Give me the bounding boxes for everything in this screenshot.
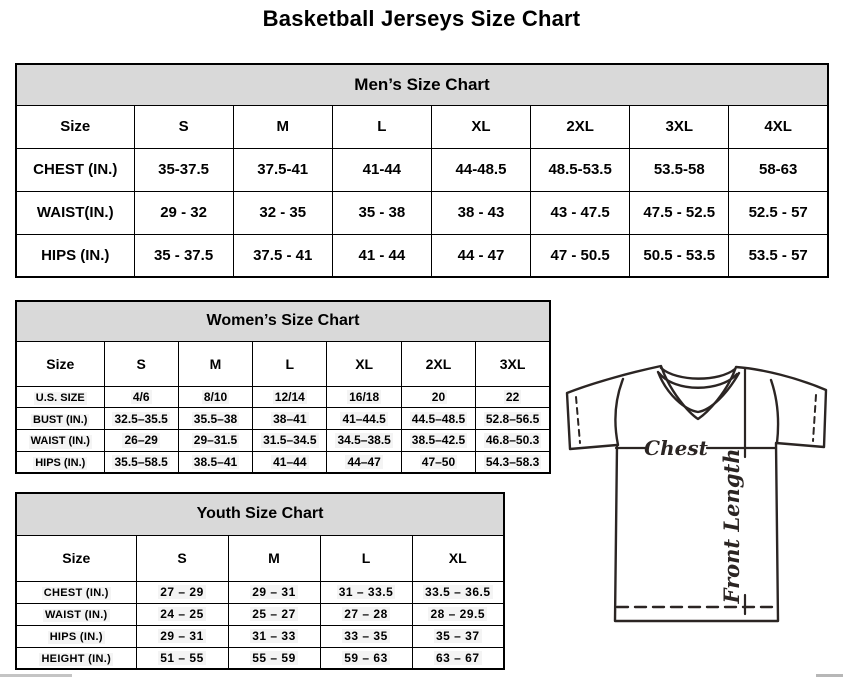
column-header: M (233, 105, 332, 148)
left-sleeve-dashed-line (576, 397, 580, 443)
table-row (16, 647, 504, 669)
horizontal-scrollbar-fragment-right[interactable] (816, 674, 843, 677)
column-header: L (320, 535, 412, 581)
column-header: XL (327, 341, 401, 386)
size-value-cell: 12/14 (253, 386, 327, 408)
table-row (16, 148, 828, 191)
size-value-cell: 32 - 35 (233, 191, 332, 234)
size-value-cell: 44-48.5 (431, 148, 530, 191)
column-header: Size (16, 105, 134, 148)
chest-label: Chest (644, 436, 708, 460)
size-value-cell: 35.5–58.5 (104, 451, 178, 473)
size-value-cell: 47.5 - 52.5 (630, 191, 729, 234)
youth-size-chart-table (15, 492, 505, 670)
row-label: WAIST(IN.) (16, 191, 134, 234)
size-value-cell: 63 – 67 (412, 647, 504, 669)
table-title: Youth Size Chart (16, 493, 504, 535)
size-value-cell: 43 - 47.5 (531, 191, 630, 234)
row-label: HEIGHT (IN.) (16, 647, 136, 669)
size-value-cell: 47–50 (401, 451, 475, 473)
size-value-cell: 44.5–48.5 (401, 408, 475, 430)
size-value-cell: 20 (401, 386, 475, 408)
size-value-cell: 37.5 - 41 (233, 234, 332, 277)
size-value-cell: 27 – 28 (320, 603, 412, 625)
size-value-cell: 25 – 27 (228, 603, 320, 625)
size-value-cell: 51 – 55 (136, 647, 228, 669)
table-row (16, 408, 550, 430)
row-label: HIPS (IN.) (16, 451, 104, 473)
size-value-cell: 24 – 25 (136, 603, 228, 625)
front-length-label: Front Length (719, 448, 744, 604)
table-row (16, 430, 550, 452)
womens-size-chart-table (15, 300, 551, 474)
size-value-cell: 38–41 (253, 408, 327, 430)
size-value-cell: 41–44 (253, 451, 327, 473)
right-sleeve-dashed-line (813, 395, 816, 441)
table-title: Women’s Size Chart (16, 301, 550, 341)
size-value-cell: 31 – 33.5 (320, 581, 412, 603)
collar-back-arc-1 (661, 368, 735, 379)
size-value-cell: 33 – 35 (320, 625, 412, 647)
column-header: 4XL (729, 105, 828, 148)
table-title: Men’s Size Chart (16, 64, 828, 105)
size-value-cell: 29–31.5 (178, 430, 252, 452)
column-header: 3XL (476, 341, 550, 386)
row-label: CHEST (IN.) (16, 148, 134, 191)
size-value-cell: 8/10 (178, 386, 252, 408)
column-header: S (104, 341, 178, 386)
size-value-cell: 52.8–56.5 (476, 408, 550, 430)
size-value-cell: 33.5 – 36.5 (412, 581, 504, 603)
size-value-cell: 35 - 38 (332, 191, 431, 234)
column-header: Size (16, 341, 104, 386)
table-row (16, 386, 550, 408)
size-value-cell: 48.5-53.5 (531, 148, 630, 191)
column-header: S (136, 535, 228, 581)
size-value-cell: 38.5–42.5 (401, 430, 475, 452)
size-value-cell: 50.5 - 53.5 (630, 234, 729, 277)
size-value-cell: 32.5–35.5 (104, 408, 178, 430)
column-header-row (16, 535, 504, 581)
column-header: M (178, 341, 252, 386)
column-header: L (253, 341, 327, 386)
jersey-measurement-diagram (555, 355, 843, 645)
size-value-cell: 41–44.5 (327, 408, 401, 430)
size-value-cell: 47 - 50.5 (531, 234, 630, 277)
row-label: WAIST (IN.) (16, 603, 136, 625)
column-header: XL (431, 105, 530, 148)
size-value-cell: 55 – 59 (228, 647, 320, 669)
table-row (16, 234, 828, 277)
right-armhole-seam (771, 380, 778, 443)
size-value-cell: 31 – 33 (228, 625, 320, 647)
size-value-cell: 4/6 (104, 386, 178, 408)
size-value-cell: 53.5-58 (630, 148, 729, 191)
size-value-cell: 44–47 (327, 451, 401, 473)
row-label: CHEST (IN.) (16, 581, 136, 603)
size-value-cell: 28 – 29.5 (412, 603, 504, 625)
row-label: HIPS (IN.) (16, 625, 136, 647)
column-header-row (16, 341, 550, 386)
size-value-cell: 38 - 43 (431, 191, 530, 234)
size-value-cell: 52.5 - 57 (729, 191, 828, 234)
size-value-cell: 53.5 - 57 (729, 234, 828, 277)
size-value-cell: 27 – 29 (136, 581, 228, 603)
table-row (16, 603, 504, 625)
size-value-cell: 46.8–50.3 (476, 430, 550, 452)
size-value-cell: 35.5–38 (178, 408, 252, 430)
mens-size-chart-table (15, 63, 829, 278)
horizontal-scrollbar-fragment-left[interactable] (0, 674, 72, 677)
column-header: 2XL (401, 341, 475, 386)
row-label: U.S. SIZE (16, 386, 104, 408)
size-value-cell: 16/18 (327, 386, 401, 408)
row-label: WAIST (IN.) (16, 430, 104, 452)
size-value-cell: 54.3–58.3 (476, 451, 550, 473)
size-value-cell: 26–29 (104, 430, 178, 452)
size-value-cell: 41-44 (332, 148, 431, 191)
size-value-cell: 29 – 31 (228, 581, 320, 603)
row-label: HIPS (IN.) (16, 234, 134, 277)
size-value-cell: 58-63 (729, 148, 828, 191)
row-label: BUST (IN.) (16, 408, 104, 430)
table-row (16, 191, 828, 234)
column-header: XL (412, 535, 504, 581)
table-row (16, 581, 504, 603)
table-row (16, 625, 504, 647)
size-value-cell: 59 – 63 (320, 647, 412, 669)
column-header: 2XL (531, 105, 630, 148)
size-value-cell: 31.5–34.5 (253, 430, 327, 452)
size-value-cell: 35 – 37 (412, 625, 504, 647)
column-header-row (16, 105, 828, 148)
column-header: Size (16, 535, 136, 581)
size-value-cell: 44 - 47 (431, 234, 530, 277)
column-header: S (134, 105, 233, 148)
size-value-cell: 29 – 31 (136, 625, 228, 647)
column-header: M (228, 535, 320, 581)
table-row (16, 451, 550, 473)
size-value-cell: 29 - 32 (134, 191, 233, 234)
size-value-cell: 22 (476, 386, 550, 408)
column-header: 3XL (630, 105, 729, 148)
jersey-outline-shape (567, 366, 826, 621)
size-value-cell: 35-37.5 (134, 148, 233, 191)
page-title: Basketball Jerseys Size Chart (262, 6, 581, 31)
column-header: L (332, 105, 431, 148)
size-value-cell: 37.5-41 (233, 148, 332, 191)
left-armhole-seam (615, 379, 623, 445)
size-value-cell: 35 - 37.5 (134, 234, 233, 277)
size-value-cell: 41 - 44 (332, 234, 431, 277)
size-value-cell: 34.5–38.5 (327, 430, 401, 452)
size-value-cell: 38.5–41 (178, 451, 252, 473)
